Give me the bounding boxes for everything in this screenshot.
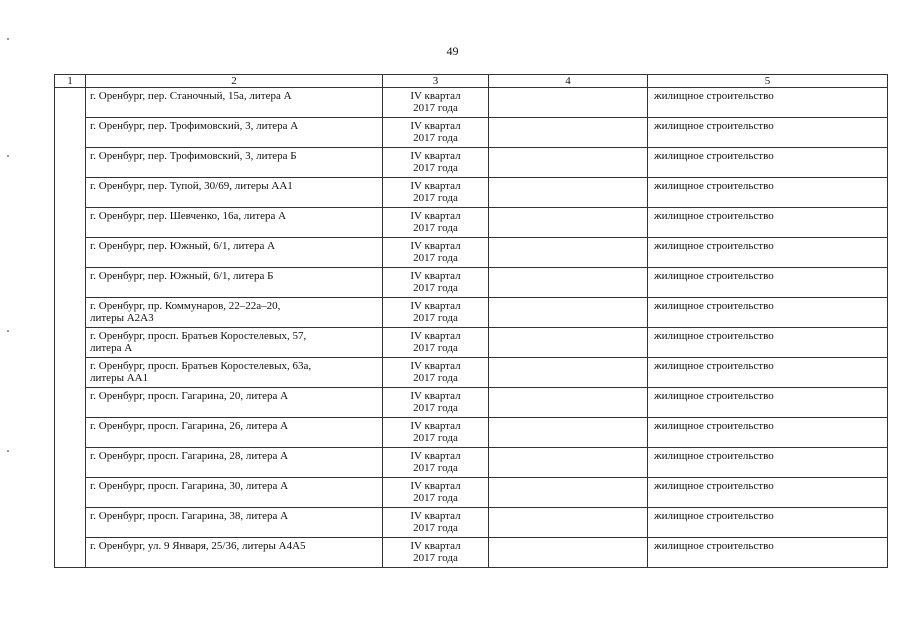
term-line: IV квартал [410, 450, 461, 462]
address-line: г. Оренбург, пер. Южный, 6/1, литера А [90, 240, 276, 252]
column-4-cell [489, 538, 648, 568]
term-cell [383, 478, 489, 508]
purpose-cell: жилищное строительство [648, 448, 888, 478]
term-line: IV квартал [410, 510, 461, 522]
address-cell [86, 118, 383, 148]
address-line: г. Оренбург, пер. Южный, 6/1, литера Б [90, 270, 274, 282]
term-line: IV квартал [410, 390, 461, 402]
address-line: г. Оренбург, пер. Трофимовский, 3, литера А [90, 120, 299, 132]
scan-mark [7, 330, 9, 332]
address-line: г. Оренбург, ул. 9 Января, 25/36, литеры А4А5 [90, 540, 306, 552]
address-line: литеры АА1 [90, 372, 149, 384]
header-col-4: 4 [489, 75, 648, 88]
address-line: г. Оренбург, просп. Гагарина, 26, литера А [90, 420, 289, 432]
term-line: 2017 года [413, 522, 458, 534]
term-line: 2017 года [413, 102, 458, 114]
column-4-cell [489, 148, 648, 178]
table-row [55, 448, 888, 478]
term-line: IV квартал [410, 270, 461, 282]
term-cell [383, 208, 489, 238]
column-4-cell [489, 238, 648, 268]
table-row [55, 328, 888, 358]
address-cell [86, 538, 383, 568]
term-cell [383, 358, 489, 388]
term-line: IV квартал [410, 210, 461, 222]
land-plots-table [54, 74, 888, 568]
scan-mark [7, 450, 9, 452]
table-row [55, 208, 888, 238]
header-col-2: 2 [86, 75, 383, 88]
column-4-cell [489, 88, 648, 118]
column-4-cell [489, 178, 648, 208]
purpose-cell: жилищное строительство [648, 148, 888, 178]
purpose-cell: жилищное строительство [648, 358, 888, 388]
term-line: 2017 года [413, 222, 458, 234]
purpose-cell: жилищное строительство [648, 178, 888, 208]
term-line: 2017 года [413, 162, 458, 174]
term-cell [383, 328, 489, 358]
table-header-row [55, 75, 888, 88]
term-line: 2017 года [413, 192, 458, 204]
address-cell [86, 208, 383, 238]
table-row [55, 508, 888, 538]
table-row [55, 478, 888, 508]
address-cell [86, 358, 383, 388]
purpose-cell: жилищное строительство [648, 118, 888, 148]
column-4-cell [489, 358, 648, 388]
table-row [55, 358, 888, 388]
term-line: 2017 года [413, 282, 458, 294]
address-cell [86, 328, 383, 358]
term-cell [383, 538, 489, 568]
term-line: IV квартал [410, 420, 461, 432]
table-row [55, 268, 888, 298]
table-row [55, 538, 888, 568]
purpose-cell: жилищное строительство [648, 328, 888, 358]
column-4-cell [489, 268, 648, 298]
term-line: IV квартал [410, 330, 461, 342]
address-line: литеры А2А3 [90, 312, 154, 324]
term-cell [383, 238, 489, 268]
table-row [55, 388, 888, 418]
address-line: г. Оренбург, пер. Трофимовский, 3, литера Б [90, 150, 297, 162]
address-cell [86, 418, 383, 448]
term-cell [383, 508, 489, 538]
address-line: г. Оренбург, просп. Братьев Коростелевых, 63а, [90, 360, 312, 372]
term-line: 2017 года [413, 252, 458, 264]
purpose-cell: жилищное строительство [648, 268, 888, 298]
term-cell [383, 418, 489, 448]
table-row [55, 298, 888, 328]
term-line: IV квартал [410, 150, 461, 162]
column-4-cell [489, 418, 648, 448]
address-cell [86, 478, 383, 508]
address-cell [86, 178, 383, 208]
term-line: IV квартал [410, 180, 461, 192]
address-line: г. Оренбург, просп. Гагарина, 20, литера А [90, 390, 289, 402]
term-line: 2017 года [413, 342, 458, 354]
term-line: IV квартал [410, 360, 461, 372]
term-cell [383, 148, 489, 178]
term-line: 2017 года [413, 432, 458, 444]
address-line: г. Оренбург, пер. Шевченко, 16а, литера А [90, 210, 287, 222]
header-col-1: 1 [55, 75, 86, 88]
term-cell [383, 178, 489, 208]
term-line: 2017 года [413, 492, 458, 504]
column-4-cell [489, 388, 648, 418]
purpose-cell: жилищное строительство [648, 388, 888, 418]
address-cell [86, 298, 383, 328]
purpose-cell: жилищное строительство [648, 208, 888, 238]
address-line: г. Оренбург, пер. Станочный, 15а, литера А [90, 90, 292, 102]
term-cell [383, 298, 489, 328]
purpose-cell: жилищное строительство [648, 238, 888, 268]
scan-mark [7, 155, 9, 157]
term-line: 2017 года [413, 132, 458, 144]
term-line: IV квартал [410, 540, 461, 552]
term-line: 2017 года [413, 312, 458, 324]
table-row [55, 118, 888, 148]
column-4-cell [489, 298, 648, 328]
column-4-cell [489, 508, 648, 538]
term-line: IV квартал [410, 240, 461, 252]
column-4-cell [489, 208, 648, 238]
term-line: IV квартал [410, 300, 461, 312]
address-cell [86, 268, 383, 298]
header-col-5: 5 [648, 75, 888, 88]
term-line: IV квартал [410, 120, 461, 132]
table-row [55, 418, 888, 448]
header-col-3: 3 [383, 75, 489, 88]
term-line: IV квартал [410, 90, 461, 102]
row-number-cell [55, 88, 86, 568]
term-line: 2017 года [413, 372, 458, 384]
address-line: г. Оренбург, просп. Гагарина, 38, литера А [90, 510, 289, 522]
purpose-cell: жилищное строительство [648, 538, 888, 568]
table-row [55, 178, 888, 208]
page-number: 49 [446, 44, 459, 58]
column-4-cell [489, 328, 648, 358]
term-line: 2017 года [413, 552, 458, 564]
address-cell [86, 508, 383, 538]
address-cell [86, 88, 383, 118]
purpose-cell: жилищное строительство [648, 478, 888, 508]
term-cell [383, 88, 489, 118]
column-4-cell [489, 448, 648, 478]
term-line: IV квартал [410, 480, 461, 492]
address-cell [86, 148, 383, 178]
purpose-cell: жилищное строительство [648, 418, 888, 448]
term-cell [383, 448, 489, 478]
address-line: г. Оренбург, пр. Коммунаров, 22–22а–20, [90, 300, 281, 312]
term-cell [383, 118, 489, 148]
purpose-cell: жилищное строительство [648, 88, 888, 118]
address-cell [86, 238, 383, 268]
address-line: г. Оренбург, пер. Тупой, 30/69, литеры АА1 [90, 180, 293, 192]
table-row [55, 238, 888, 268]
address-line: г. Оренбург, просп. Гагарина, 30, литера А [90, 480, 289, 492]
address-cell [86, 448, 383, 478]
purpose-cell: жилищное строительство [648, 298, 888, 328]
term-line: 2017 года [413, 402, 458, 414]
address-cell [86, 388, 383, 418]
column-4-cell [489, 478, 648, 508]
address-line: литера А [90, 342, 133, 354]
purpose-cell: жилищное строительство [648, 508, 888, 538]
table-row [55, 148, 888, 178]
address-line: г. Оренбург, просп. Братьев Коростелевых, 57, [90, 330, 307, 342]
term-cell [383, 388, 489, 418]
term-cell [383, 268, 489, 298]
scan-mark [7, 38, 9, 40]
table-row [55, 88, 888, 118]
term-line: 2017 года [413, 462, 458, 474]
column-4-cell [489, 118, 648, 148]
address-line: г. Оренбург, просп. Гагарина, 28, литера А [90, 450, 289, 462]
